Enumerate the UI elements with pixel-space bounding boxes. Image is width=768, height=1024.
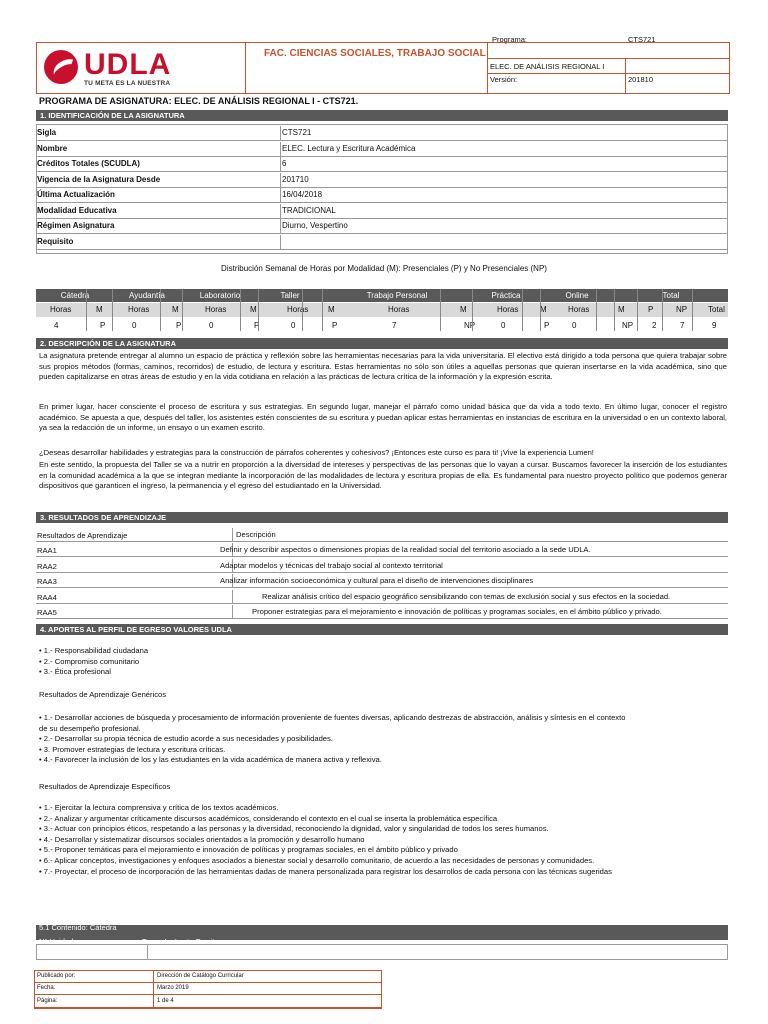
field-label: Régimen Asignatura	[37, 221, 115, 230]
raa-code: RAA3	[37, 577, 57, 586]
logo-text: UDLA	[84, 48, 172, 81]
hours-sub-label: Horas	[205, 305, 227, 314]
course-name: ELEC. DE ANÁLISIS REGIONAL I	[490, 62, 605, 71]
field-value: 6	[282, 159, 287, 168]
generic-title: Resultados de Aprendizaje Genéricos	[39, 690, 167, 699]
hours-value: 7	[680, 321, 685, 330]
footer-key: Fecha:	[37, 985, 56, 992]
hours-value: NP	[464, 321, 476, 330]
hours-group-label: Práctica	[491, 291, 521, 300]
hours-column-divider	[182, 289, 183, 331]
raa-code: RAA1	[37, 546, 57, 555]
raa-description: Realizar análisis crítico del espacio geográfico sensibilizando con temas de exclusión social y sus efectos en la sociedad.	[262, 591, 671, 601]
field-label: Modalidad Educativa	[37, 205, 117, 215]
hours-group-label: Cátedra	[60, 291, 90, 300]
section3-header: 3. RESULTADOS DE APRENDIZAJE	[36, 512, 728, 523]
section2-header: 2. DESCRIPCIÓN DE LA ASIGNATURA	[36, 338, 728, 349]
hours-sub-label: P	[648, 305, 654, 314]
hours-value: 7	[392, 321, 397, 330]
footer-row	[35, 983, 381, 995]
value-item: • 1.- Responsabilidad ciudadana	[39, 646, 149, 655]
raa-row	[36, 590, 728, 604]
footer-value: Dirección de Catálogo Curricular	[157, 973, 244, 979]
version-label: Versión:	[490, 75, 518, 84]
hours-column-divider	[258, 289, 259, 331]
hours-sub-label: M	[96, 305, 103, 314]
footer-value: Marzo 2019	[157, 985, 189, 992]
raa-description: Proponer estrategias para el mejoramiento e innovación de políticas y programas sociales, en el ámbito público y privado.	[252, 607, 662, 616]
section5-header	[36, 925, 728, 940]
raa-col-description: Descripción	[236, 530, 276, 539]
hours-column-divider	[522, 289, 523, 331]
raa-divider	[232, 590, 233, 603]
logo-mark-icon	[44, 50, 78, 84]
section5-title: 5.1 Contenido: Cátedra	[39, 923, 117, 932]
hours-column-divider	[240, 289, 241, 331]
faculty-title: FAC. CIENCIAS SOCIALES, TRABAJO SOCIAL	[264, 48, 486, 59]
raa-code: RAA5	[37, 608, 57, 617]
hours-column-divider	[160, 289, 161, 331]
description-p4: En este sentido, la propuesta del Taller se va a nutrir en proporción a la diversidad de intereses y perspectivas de las personas que lo vayan a cursar. Buscamos favorecer la inserción de los estudiantes en la comunidad académica a la que se integran mediante la incorporación de las modalidades de lectura y escritura propias de ella. Es fundamental para nuestro proyecto político que podemos generar dispositivos que garanticen el ingreso, la permanencia y el egreso del estudiantado en la Universidad.	[39, 460, 727, 491]
hours-column-divider	[637, 289, 638, 331]
hours-value: 0	[572, 321, 577, 330]
topic-column: Tema: La Lecto-Escritura	[142, 937, 226, 946]
hours-value: NP	[622, 321, 634, 330]
generic-result-item: • 4.- Favorecer la inclusión de los y las estudiantes en la vida académica de manera activa y reflexiva.	[39, 755, 382, 765]
hours-column-divider	[692, 289, 693, 331]
field-value: Diurno, Vespertino	[282, 221, 348, 230]
raa-row	[36, 605, 728, 619]
hours-sub-label: M	[328, 305, 335, 314]
field-value: ELEC. Lectura y Escritura Académica	[282, 143, 416, 153]
hours-value: 9	[712, 321, 717, 330]
values-list	[39, 646, 148, 678]
generic-results-list	[39, 713, 625, 766]
program-title: PROGRAMA DE ASIGNATURA: ELEC. DE ANÁLISIS REGIONAL I - CTS721.	[39, 96, 359, 106]
hours-sub-label: M	[460, 305, 467, 314]
value-item: • 2.- Compromiso comunitario	[39, 656, 140, 666]
hours-group-label: Taller	[280, 291, 300, 300]
hours-value: P	[100, 321, 106, 330]
specific-result-item: • 3.- Actuar con principios éticos, respetando a las personas y la diversidad, reconociendo la dignidad, valor y singularidad de todos los seres humanos.	[39, 824, 549, 834]
field-value: 201710	[282, 174, 309, 184]
hours-sub-label: Horas	[568, 305, 590, 314]
hours-sub-label: Total	[708, 305, 725, 314]
footer-row	[35, 996, 381, 1008]
hours-sub-label: M	[250, 305, 257, 314]
hours-sub-label: Horas	[128, 305, 150, 314]
raa-row	[36, 543, 728, 557]
raa-row	[36, 559, 728, 573]
specific-results-list	[39, 803, 612, 877]
hours-column-divider	[86, 289, 87, 331]
hours-sub-header	[36, 303, 728, 317]
value-item: • 3.- Ética profesional	[39, 667, 111, 677]
generic-result-item: de su desempeño profesional.	[39, 723, 141, 733]
hours-value: 4	[54, 321, 59, 330]
hours-column-divider	[614, 289, 615, 331]
specific-result-item: • 1.- Ejercitar la lectura comprensiva y crítica de los textos académicos.	[39, 803, 279, 812]
programa-value: CTS721	[628, 35, 656, 44]
hours-value: 2	[652, 321, 657, 330]
footer-key: Página:	[37, 997, 58, 1004]
hours-group-label: Ayudantía	[129, 291, 165, 300]
hours-value: P	[332, 321, 338, 330]
hours-value: 0	[291, 321, 296, 330]
specific-result-item: • 2.- Analizar y argumentar críticamente discursos académicos, considerando el contexto en el cual se inserta la problemática específica	[39, 813, 498, 823]
generic-result-item: • 1.- Desarrollar acciones de búsqueda y procesamiento de información proveniente de fuentes diversas, aplicando destrezas de abstracción, análisis y síntesis en el contexto	[39, 713, 626, 722]
specific-title: Resultados de Aprendizaje Específicos	[39, 782, 171, 791]
hours-sub-label: Horas	[388, 305, 410, 314]
section4-header: 4. APORTES AL PERFIL DE EGRESO VALORES UDLA	[36, 624, 728, 635]
hours-group-label: Online	[565, 291, 589, 300]
raa-description: Adaptar modelos y técnicas del trabajo social al contexto territorial	[220, 560, 443, 570]
field-label: Requisito	[37, 236, 74, 246]
section1-header: 1. IDENTIFICACIÓN DE LA ASIGNATURA	[36, 110, 728, 121]
field-label: Última Actualización	[37, 190, 115, 199]
field-value: TRADICIONAL	[282, 205, 336, 215]
hours-group-label: Trabajo Personal	[366, 291, 428, 300]
specific-result-item: • 7.- Proyectar, el proceso de incorporación de las herramientas dadas de manera personalizada para registrar los desarrollos de cada persona con las técnicas sugeridas	[39, 866, 612, 876]
raa-col-results: Resultados de Aprendizaje	[37, 531, 128, 540]
footer-key: Publicado por:	[37, 973, 76, 979]
hours-column-divider	[596, 289, 597, 331]
identification-border	[36, 124, 728, 254]
specific-result-item: • 5.- Proponer temáticas para el mejoramiento e innovación de políticas y programas sociales, en el ámbito público y privado	[39, 845, 458, 855]
hours-value: P	[544, 321, 550, 330]
version-value: 201810	[628, 75, 654, 84]
udla-logo	[40, 48, 180, 90]
logo-tagline: TU META ES LA NUESTRA	[84, 80, 171, 87]
hours-sub-label: M	[172, 305, 179, 314]
field-value: CTS721	[282, 128, 312, 137]
hours-value: P	[254, 321, 260, 330]
field-label: Vigencia de la Asignatura Desde	[37, 174, 161, 184]
hours-group-label: Total	[662, 291, 680, 300]
raa-description: Analizar información socioeconómica y cultural para el diseño de intervenciones disciplinares	[220, 576, 534, 585]
footer-row	[35, 971, 381, 983]
hours-sub-label: M	[540, 305, 547, 314]
field-label: Sigla	[37, 128, 57, 137]
hours-value: P	[176, 321, 182, 330]
footer-table	[34, 970, 382, 1009]
hours-group-label: Laboratorio	[199, 291, 241, 300]
hours-group-header	[36, 289, 728, 302]
raa-header-row	[36, 528, 728, 542]
field-label: Créditos Totales (SCUDLA)	[37, 159, 140, 168]
raa-code: RAA4	[37, 592, 57, 602]
specific-result-item: • 6.- Aplicar conceptos, investigaciones y enfoques asociados a bienestar social y desarrollo comunitario, de acuerdo a las necesidades de personas y comunidades.	[39, 855, 595, 865]
hours-sub-label: NP	[676, 305, 688, 314]
raa-description: Definir y describir aspectos o dimensiones propias de la realidad social del territorio asociado a la sede UDLA.	[220, 545, 591, 554]
hours-column-divider	[302, 289, 303, 331]
hours-column-divider	[662, 289, 663, 331]
hours-sub-label: Horas	[497, 305, 519, 314]
hours-sub-label: M	[618, 305, 625, 314]
field-value: 16/04/2018	[282, 190, 323, 199]
hours-sub-label: Horas	[50, 305, 72, 314]
raa-row	[36, 574, 728, 588]
raa-code: RAA2	[37, 561, 57, 571]
description-p3: ¿Deseas desarrollar habilidades y estrategias para la construcción de párrafos coherentes y cohesivos? ¡Entonces este curso es para ti! ¡Vive la experiencia Lumen!	[39, 448, 594, 457]
hours-values-row	[36, 318, 728, 330]
unit-column: N° Unidad	[39, 937, 74, 946]
footer-value: 1 de 4	[157, 997, 174, 1004]
specific-result-item: • 4.- Desarrollar y sistematizar discursos sociales orientados a la promoción y desarrollo humano	[39, 834, 365, 844]
field-label: Nombre	[37, 143, 68, 153]
hours-column-divider	[112, 289, 113, 331]
hours-sub-label: Horas	[287, 305, 309, 314]
programa-label: Programa:	[492, 35, 528, 44]
hours-value: 0	[132, 321, 137, 330]
generic-result-item: • 2.- Desarrollar su propia técnica de estudio acorde a sus necesidades y posibilidades.	[39, 734, 333, 744]
description-p2: En primer lugar, hacer consciente el proceso de escritura y sus estrategias. En segundo lugar, manejar el párrafo como unidad básica que da vida a todo texto. En último lugar, conocer el registro académico. Se apuesta a que, después del taller, los asistentes estén conscientes de su escritura y puedan aplicar estas herramientas en instancias de escritura en la universidad o en un contexto laboral, ya sea la redacción de un informe, un ensayo o un examen escrito.	[39, 402, 727, 433]
description-p1: La asignatura pretende entregar al alumno un espacio de práctica y reflexión sobre las herramientas necesarias para la vida universitaria. El electivo está dirigido a toda persona que quiera trabajar sobre sus propios métodos (formas, caminos, recorridos) de estudio, de lectura y escritura. Estas herramientas no sólo son útiles a aquellas personas que quieran insertarse en la vida académica, sino que pueden capitalizarse en otras áreas de estudio y en la vida cotidiana en relación a las prácticas de lectura crítica de la información y la expresión escrita.	[39, 351, 727, 382]
section5-empty-row	[36, 944, 728, 960]
generic-result-item: • 3. Promover estrategias de lectura y escritura críticas.	[39, 744, 226, 754]
hours-column-divider	[472, 289, 473, 331]
hours-value: 0	[501, 321, 506, 330]
hours-value: 0	[209, 321, 214, 330]
hours-column-divider	[322, 289, 323, 331]
raa-divider	[232, 605, 233, 618]
hours-column-divider	[540, 289, 541, 331]
distribution-title: Distribución Semanal de Horas por Modalidad (M): Presenciales (P) y No Presenciales (NP)	[221, 264, 547, 273]
hours-column-divider	[440, 289, 441, 331]
